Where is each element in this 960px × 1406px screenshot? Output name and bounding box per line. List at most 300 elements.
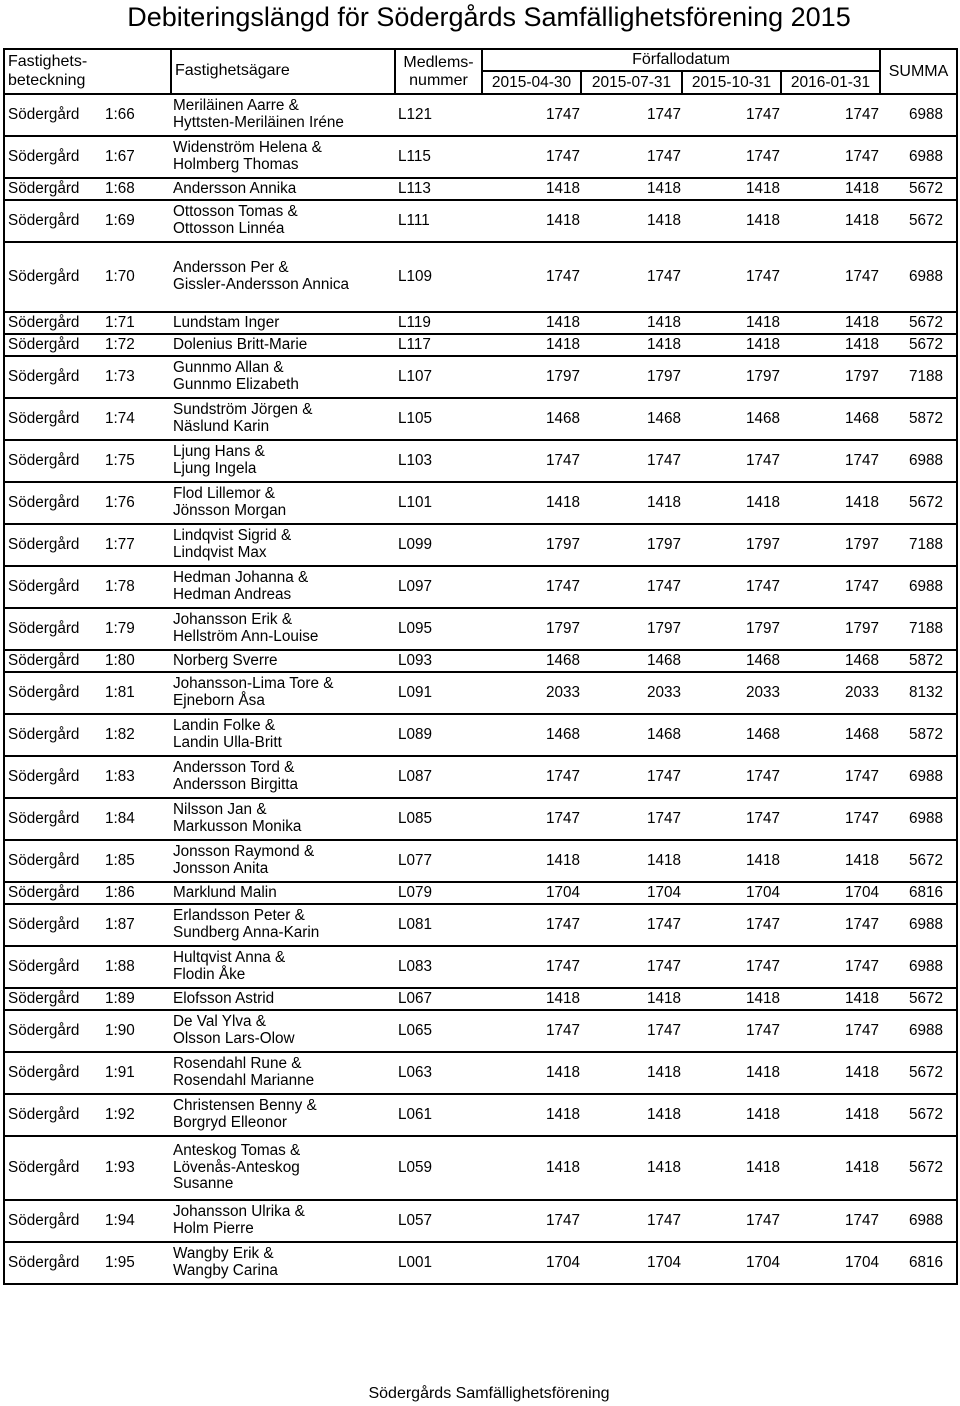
amount-cell <box>482 94 581 136</box>
owner-name: Lindqvist Sigrid & <box>173 527 292 545</box>
table-row <box>4 398 957 440</box>
fastighet-cell <box>4 312 171 334</box>
amount-cell <box>682 650 781 672</box>
amount-cell <box>482 1094 581 1136</box>
amount-value: 1418 <box>646 1105 681 1123</box>
owner-name: Ljung Hans & <box>173 443 265 461</box>
amount-cell <box>682 1094 781 1136</box>
amount-cell <box>581 482 682 524</box>
amount-value: 1418 <box>844 335 880 353</box>
amount-value: 1747 <box>844 915 880 933</box>
amount-cell <box>781 242 880 312</box>
amount-cell <box>682 312 781 334</box>
amount-value: 1418 <box>745 1063 780 1081</box>
table-row <box>4 840 957 882</box>
fastighet-number: 1:82 <box>105 725 135 743</box>
amount-cell <box>581 178 682 200</box>
member-number: L107 <box>398 367 433 385</box>
amount-cell <box>682 1242 781 1284</box>
amount-cell <box>781 334 880 356</box>
table-row <box>4 524 957 566</box>
member-number-cell <box>395 356 482 398</box>
amount-cell <box>781 482 880 524</box>
owner-cell <box>171 650 395 672</box>
amount-value: 1704 <box>745 883 780 901</box>
header-owner: Fastighetsägare <box>171 49 395 94</box>
amount-value: 1468 <box>745 409 780 427</box>
amount-cell <box>682 136 781 178</box>
amount-value: 1704 <box>646 883 681 901</box>
amount-value: 1418 <box>745 335 780 353</box>
fastighet-number: 1:71 <box>105 313 135 331</box>
header-fastighet-line-1: Fastighets- <box>8 52 88 70</box>
amount-cell <box>781 1200 880 1242</box>
sum-cell <box>880 356 957 398</box>
sum-value: 5672 <box>908 179 944 197</box>
member-number: L057 <box>398 1211 433 1229</box>
amount-cell <box>581 904 682 946</box>
owner-name: Sundström Jörgen & <box>173 401 313 419</box>
owner-cell <box>171 608 395 650</box>
amount-cell <box>581 840 682 882</box>
amount-cell <box>781 440 880 482</box>
table-row <box>4 312 957 334</box>
amount-value: 1418 <box>844 313 880 331</box>
amount-cell <box>781 650 880 672</box>
table-row <box>4 136 957 178</box>
amount-value: 1418 <box>545 493 580 511</box>
owner-name: Andersson Birgitta <box>173 776 298 793</box>
amount-value: 1418 <box>646 179 681 197</box>
amount-value: 1418 <box>844 1063 880 1081</box>
sum-value: 5672 <box>908 1105 944 1123</box>
amount-cell <box>682 566 781 608</box>
amount-cell <box>581 566 682 608</box>
fastighet-area: Södergård <box>8 1063 80 1081</box>
fastighet-cell <box>4 94 171 136</box>
amount-cell <box>482 946 581 988</box>
owner-name: Gissler-Andersson Annica <box>173 276 349 293</box>
sum-cell <box>880 904 957 946</box>
amount-value: 2033 <box>545 683 580 701</box>
amount-cell <box>781 946 880 988</box>
amount-value: 1747 <box>646 267 681 285</box>
fastighet-area: Södergård <box>8 767 80 785</box>
fastighet-cell <box>4 798 171 840</box>
sum-value: 6988 <box>908 147 944 165</box>
member-number-cell <box>395 904 482 946</box>
amount-value: 1468 <box>646 725 681 743</box>
amount-value: 1747 <box>745 957 780 975</box>
amount-value: 1704 <box>844 883 880 901</box>
amount-cell <box>682 672 781 714</box>
sum-value: 6988 <box>908 451 944 469</box>
amount-cell <box>682 334 781 356</box>
amount-cell <box>482 672 581 714</box>
owner-cell <box>171 840 395 882</box>
header-member <box>395 49 482 94</box>
member-number-cell <box>395 200 482 242</box>
amount-cell <box>682 1052 781 1094</box>
sum-cell <box>880 524 957 566</box>
fastighet-cell <box>4 334 171 356</box>
amount-cell <box>581 988 682 1010</box>
amount-value: 1418 <box>545 1158 580 1176</box>
amount-cell <box>581 946 682 988</box>
fastighet-area: Södergård <box>8 1211 80 1229</box>
owner-name: Ottosson Linnéa <box>173 220 285 237</box>
sum-cell <box>880 242 957 312</box>
member-number-cell <box>395 650 482 672</box>
member-number: L115 <box>398 147 431 165</box>
member-number-cell <box>395 608 482 650</box>
amount-value: 1747 <box>545 957 580 975</box>
member-number: L097 <box>398 577 433 595</box>
owner-cell <box>171 988 395 1010</box>
amount-value: 1747 <box>745 451 780 469</box>
table-row <box>4 650 957 672</box>
fastighet-number: 1:66 <box>105 105 135 123</box>
amount-value: 1418 <box>646 335 681 353</box>
member-number-cell <box>395 566 482 608</box>
fastighet-number: 1:73 <box>105 367 135 385</box>
amount-value: 1797 <box>844 535 880 553</box>
owner-name: Lindqvist Max <box>173 544 267 561</box>
amount-value: 1418 <box>745 851 780 869</box>
table-row <box>4 882 957 904</box>
amount-cell <box>781 840 880 882</box>
amount-cell <box>781 756 880 798</box>
member-number-cell <box>395 988 482 1010</box>
amount-cell <box>581 242 682 312</box>
member-number: L065 <box>398 1021 433 1039</box>
sum-value: 6816 <box>908 1253 944 1271</box>
amount-value: 2033 <box>745 683 780 701</box>
sum-value: 6988 <box>908 767 944 785</box>
amount-value: 1418 <box>646 493 681 511</box>
amount-value: 1418 <box>844 493 880 511</box>
header-member-line-2: nummer <box>409 71 468 89</box>
amount-value: 1468 <box>844 409 880 427</box>
sum-value: 5672 <box>908 1158 944 1176</box>
owner-name: Erlandsson Peter & <box>173 907 305 925</box>
amount-value: 2033 <box>844 683 880 701</box>
amount-cell <box>682 1010 781 1052</box>
fastighet-cell <box>4 482 171 524</box>
amount-value: 1747 <box>844 451 880 469</box>
amount-value: 1747 <box>545 809 580 827</box>
amount-cell <box>581 882 682 904</box>
amount-value: 2033 <box>646 683 681 701</box>
amount-value: 1747 <box>745 767 780 785</box>
owner-name: Gunnmo Elizabeth <box>173 376 299 393</box>
amount-cell <box>682 482 781 524</box>
owner-name: Hedman Johanna & <box>173 569 309 587</box>
amount-cell <box>482 334 581 356</box>
fastighet-cell <box>4 714 171 756</box>
amount-value: 1418 <box>545 1105 580 1123</box>
member-number-cell <box>395 242 482 312</box>
member-number-cell <box>395 1052 482 1094</box>
owner-name: Elofsson Astrid <box>173 989 275 1007</box>
amount-value: 1747 <box>545 105 580 123</box>
amount-value: 1747 <box>646 809 681 827</box>
amount-value: 1797 <box>745 619 780 637</box>
sum-value: 6988 <box>908 957 944 975</box>
table-row <box>4 356 957 398</box>
amount-cell <box>482 524 581 566</box>
sum-cell <box>880 334 957 356</box>
fastighet-area: Södergård <box>8 105 80 123</box>
fastighet-number: 1:74 <box>105 409 135 427</box>
owner-name: Markusson Monika <box>173 818 302 835</box>
member-number-cell <box>395 946 482 988</box>
amount-cell <box>482 1010 581 1052</box>
owner-name: Anteskog Tomas & <box>173 1141 301 1159</box>
fastighet-cell <box>4 200 171 242</box>
fastighet-cell <box>4 398 171 440</box>
member-number-cell <box>395 1136 482 1200</box>
amount-value: 1468 <box>844 725 880 743</box>
member-number: L077 <box>398 851 433 869</box>
amount-cell <box>581 798 682 840</box>
fastighet-number: 1:69 <box>105 211 135 229</box>
amount-value: 1418 <box>646 1063 681 1081</box>
owner-name: Susanne <box>173 1175 234 1193</box>
amount-value: 1747 <box>745 577 780 595</box>
sum-cell <box>880 136 957 178</box>
amount-value: 1468 <box>545 651 580 669</box>
ledger-table <box>3 48 958 1285</box>
amount-value: 1418 <box>545 179 580 197</box>
fastighet-cell <box>4 440 171 482</box>
amount-cell <box>482 566 581 608</box>
fastighet-area: Södergård <box>8 725 80 743</box>
fastighet-cell <box>4 1242 171 1284</box>
amount-value: 1418 <box>745 179 780 197</box>
member-number: L099 <box>398 535 433 553</box>
amount-value: 1418 <box>646 989 681 1007</box>
owner-name: Johansson-Lima Tore & <box>173 675 334 693</box>
amount-cell <box>581 1052 682 1094</box>
member-number-cell <box>395 1094 482 1136</box>
header-date: 2015-07-31 <box>581 71 682 94</box>
amount-value: 1797 <box>545 535 580 553</box>
owner-cell <box>171 1052 395 1094</box>
header-sum: SUMMA <box>880 49 957 94</box>
fastighet-cell <box>4 566 171 608</box>
amount-value: 1747 <box>646 767 681 785</box>
member-number: L089 <box>398 725 433 743</box>
amount-cell <box>482 988 581 1010</box>
fastighet-number: 1:72 <box>105 335 135 353</box>
owner-name: Hellström Ann-Louise <box>173 628 319 645</box>
fastighet-number: 1:70 <box>105 267 135 285</box>
sum-cell <box>880 398 957 440</box>
fastighet-number: 1:78 <box>105 577 135 595</box>
amount-cell <box>581 398 682 440</box>
owner-name: Hyttsten-Meriläinen Iréne <box>173 114 344 131</box>
amount-value: 1747 <box>545 1211 580 1229</box>
amount-cell <box>781 608 880 650</box>
fastighet-area: Södergård <box>8 335 80 353</box>
fastighet-number: 1:68 <box>105 179 135 197</box>
amount-value: 1418 <box>745 211 780 229</box>
fastighet-number: 1:85 <box>105 851 135 869</box>
amount-cell <box>482 798 581 840</box>
owner-name: Rosendahl Marianne <box>173 1072 315 1089</box>
amount-value: 1747 <box>646 451 681 469</box>
fastighet-cell <box>4 988 171 1010</box>
amount-cell <box>482 200 581 242</box>
amount-value: 1418 <box>545 851 580 869</box>
page-title: Debiteringslängd för Södergårds Samfällighetsförening 2015 <box>127 2 851 32</box>
owner-name: Rosendahl Rune & <box>173 1055 302 1073</box>
owner-cell <box>171 946 395 988</box>
amount-value: 1418 <box>745 1158 780 1176</box>
owner-name: Wangby Erik & <box>173 1245 274 1263</box>
sum-cell <box>880 566 957 608</box>
fastighet-number: 1:93 <box>105 1158 135 1176</box>
owner-cell <box>171 1200 395 1242</box>
fastighet-cell <box>4 650 171 672</box>
table-row <box>4 1242 957 1284</box>
amount-value: 1418 <box>646 211 681 229</box>
table-row <box>4 94 957 136</box>
amount-cell <box>682 840 781 882</box>
fastighet-area: Södergård <box>8 493 80 511</box>
sum-cell <box>880 312 957 334</box>
member-number-cell <box>395 136 482 178</box>
sum-value: 6988 <box>908 267 944 285</box>
fastighet-cell <box>4 672 171 714</box>
amount-cell <box>781 714 880 756</box>
sum-cell <box>880 946 957 988</box>
fastighet-number: 1:92 <box>105 1105 135 1123</box>
member-number-cell <box>395 440 482 482</box>
fastighet-area: Södergård <box>8 267 80 285</box>
sum-cell <box>880 482 957 524</box>
amount-cell <box>781 94 880 136</box>
fastighet-cell <box>4 178 171 200</box>
amount-value: 1418 <box>745 493 780 511</box>
owner-cell <box>171 136 395 178</box>
amount-cell <box>781 356 880 398</box>
owner-name: Wangby Carina <box>173 1262 278 1279</box>
owner-name: Nilsson Jan & <box>173 801 267 819</box>
owner-name: Johansson Erik & <box>173 611 293 629</box>
member-number: L121 <box>398 105 433 123</box>
sum-value: 6988 <box>908 577 944 595</box>
fastighet-number: 1:87 <box>105 915 135 933</box>
amount-cell <box>482 1052 581 1094</box>
member-number: L081 <box>398 915 433 933</box>
owner-cell <box>171 356 395 398</box>
owner-cell <box>171 94 395 136</box>
amount-cell <box>581 1200 682 1242</box>
amount-value: 1468 <box>745 651 780 669</box>
table-row <box>4 904 957 946</box>
amount-value: 1468 <box>844 651 880 669</box>
member-number: L083 <box>398 957 433 975</box>
amount-cell <box>682 440 781 482</box>
member-number: L109 <box>398 267 433 285</box>
table-row <box>4 482 957 524</box>
member-number-cell <box>395 334 482 356</box>
amount-value: 1747 <box>646 1211 681 1229</box>
amount-value: 1797 <box>545 367 580 385</box>
member-number-cell <box>395 714 482 756</box>
owner-name: Flod Lillemor & <box>173 485 276 503</box>
amount-value: 1747 <box>844 147 880 165</box>
owner-cell <box>171 242 395 312</box>
amount-value: 1747 <box>844 577 880 595</box>
table-row <box>4 200 957 242</box>
owner-cell <box>171 482 395 524</box>
amount-value: 1797 <box>745 367 780 385</box>
owner-name: Holmberg Thomas <box>173 156 299 173</box>
sum-cell <box>880 650 957 672</box>
sum-value: 5672 <box>908 335 944 353</box>
amount-value: 1797 <box>844 367 880 385</box>
amount-value: 1797 <box>646 367 681 385</box>
amount-value: 1418 <box>646 851 681 869</box>
fastighet-area: Södergård <box>8 619 80 637</box>
amount-cell <box>781 566 880 608</box>
sum-value: 6988 <box>908 1021 944 1039</box>
owner-cell <box>171 524 395 566</box>
sum-value: 7188 <box>908 619 944 637</box>
table-row <box>4 178 957 200</box>
member-number: L061 <box>398 1105 433 1123</box>
owner-name: Gunnmo Allan & <box>173 359 284 377</box>
amount-cell <box>781 1242 880 1284</box>
owner-name: De Val Ylva & <box>173 1013 266 1031</box>
member-number-cell <box>395 1010 482 1052</box>
amount-cell <box>581 672 682 714</box>
member-number: L063 <box>398 1063 433 1081</box>
header-date: 2015-10-31 <box>682 71 781 94</box>
amount-cell <box>482 312 581 334</box>
fastighet-number: 1:67 <box>105 147 135 165</box>
owner-name: Marklund Malin <box>173 883 277 901</box>
fastighet-area: Södergård <box>8 851 80 869</box>
header-due-group: Förfallodatum <box>482 49 880 71</box>
header-date: 2016-01-31 <box>781 71 880 94</box>
owner-name: Landin Ulla-Britt <box>173 734 282 751</box>
amount-value: 1418 <box>745 989 780 1007</box>
member-number-cell <box>395 94 482 136</box>
owner-name: Borgryd Elleonor <box>173 1114 287 1131</box>
amount-cell <box>682 756 781 798</box>
amount-value: 1418 <box>745 1105 780 1123</box>
member-number-cell <box>395 882 482 904</box>
owner-name: Ljung Ingela <box>173 460 257 477</box>
amount-cell <box>482 904 581 946</box>
owner-cell <box>171 798 395 840</box>
amount-cell <box>581 1242 682 1284</box>
table-row <box>4 1010 957 1052</box>
amount-value: 1747 <box>545 915 580 933</box>
amount-cell <box>781 1010 880 1052</box>
amount-value: 1468 <box>745 725 780 743</box>
amount-value: 1747 <box>844 809 880 827</box>
owner-cell <box>171 1136 395 1200</box>
fastighet-cell <box>4 1200 171 1242</box>
member-number: L101 <box>398 493 433 511</box>
owner-cell <box>171 1242 395 1284</box>
header-fastighet-line-2: beteckning <box>8 71 86 89</box>
